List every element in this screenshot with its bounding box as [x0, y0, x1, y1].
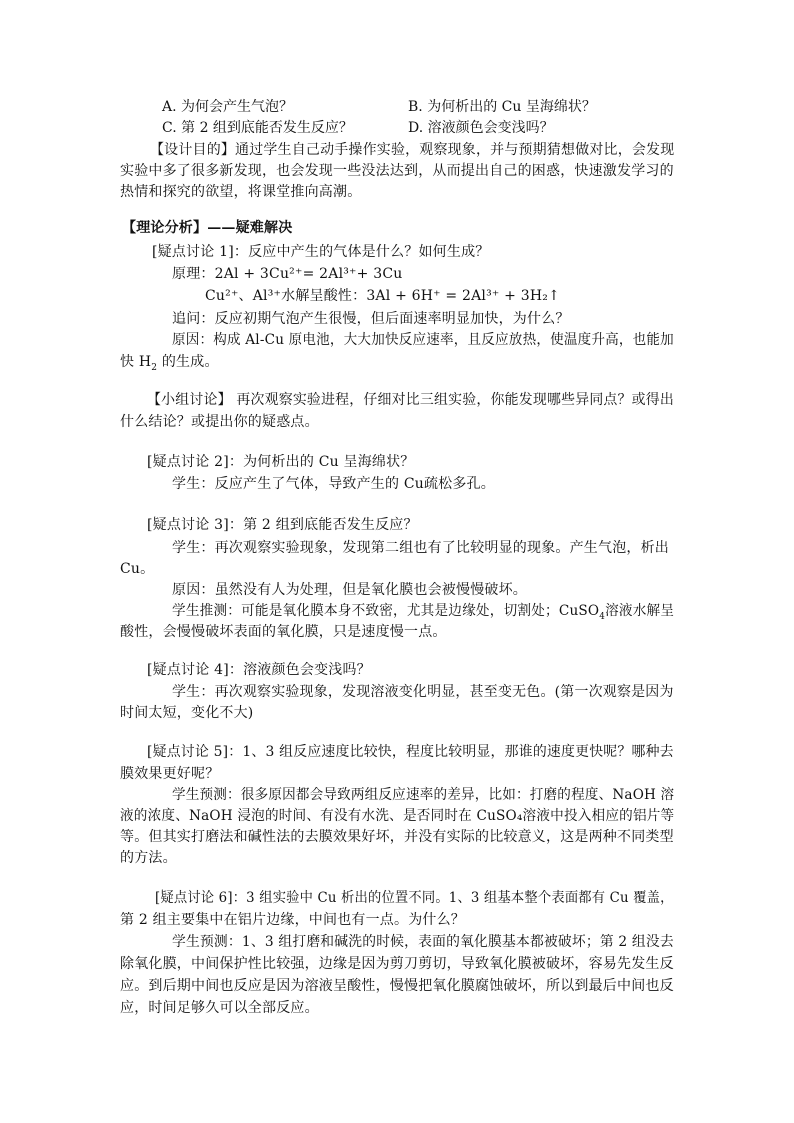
discussion-3-answer-line-1: 学生：再次观察实验现象，发现第二组也有了比较明显的现象。产生气泡，析出 — [172, 540, 669, 556]
design-purpose-line-2: 实验中多了很多新发现，也会发现一些没法达到，从而提出自己的困惑，快速激发学习的 — [120, 163, 674, 179]
equation-1: 2Al + 3Cu²⁺= 2Al³⁺+ 3Cu — [214, 266, 403, 282]
discussion-6-answer-line-2: 除氧化膜，中间保护性比较强，边缘是因为剪刀剪切，导致氧化膜被破坏，容易先发生反 — [120, 956, 674, 972]
discussion-3-guess-line-2: 酸性，会慢慢破坏表面的氧化膜，只是速度慢一点。 — [120, 624, 447, 640]
discussion-6-question-line-2: 第 2 组主要集中在铝片边缘，中间也有一点。为什么？ — [120, 912, 466, 928]
reason-line-1: 原因：构成 Al-Cu 原电池，大大加快反应速率，且反应放热，使温度升高，也能加 — [172, 332, 674, 348]
design-purpose-line-3: 热情和探究的欲望，将课堂推向高潮。 — [120, 184, 362, 200]
discussion-4-question: [疑点讨论 4]：溶液颜色会变浅吗？ — [147, 662, 371, 678]
discussion-5-answer-line-2: 液的浓度、NaOH 浸泡的时间、有没有水洗、是否同时在 CuSO₄溶液中投入相应的铝片等 — [120, 808, 675, 824]
discussion-1-question: [疑点讨论 1]：反应中产生的气体是什么？如何生成？ — [152, 244, 490, 260]
hydrolysis-line — [205, 286, 560, 306]
group-discussion-line-2: 什么结论？或提出你的疑惑点。 — [120, 414, 319, 430]
option-d: D. 溶液颜色会变浅吗？ — [408, 120, 554, 136]
theory-heading: 【理论分析】——疑难解决 — [122, 220, 293, 236]
discussion-5-answer-line-1: 学生预测：很多原因都会导致两组反应速率的差异，比如：打磨的程度、NaOH 溶 — [172, 787, 675, 803]
option-b: B. 为何析出的 Cu 呈海绵状？ — [408, 99, 596, 115]
principle-label: 原理： — [172, 266, 215, 282]
discussion-3-guess-line-1 — [172, 601, 674, 621]
follow-up-question: 追问：反应初期气泡产生很慢，但后面速率明显加快，为什么？ — [172, 311, 570, 327]
design-purpose-line-1: 【设计目的】通过学生自己动手操作实验，观察现象，并与预期猜想做对比，会发现 — [150, 142, 675, 158]
discussion-6-answer-line-4: 应，时间足够久可以全部反应。 — [120, 1000, 319, 1016]
discussion-2-question: [疑点讨论 2]：为何析出的 Cu 呈海绵状？ — [147, 454, 415, 470]
so4-subscript: 4 — [599, 611, 606, 622]
discussion-5-answer-line-4: 的方法。 — [120, 850, 177, 866]
option-c: C. 第 2 组到底能否发生反应？ — [162, 120, 353, 136]
discussion-4-answer-line-1: 学生：再次观察实验现象，发现溶液变化明显，甚至变无色。(第一次观察是因为 — [172, 684, 674, 700]
discussion-5-answer-line-3: 等。但其实打磨法和碱性法的去膜效果好坏，并没有实际的比较意义，这是两种不同类型 — [120, 829, 674, 845]
discussion-3-reason: 原因：虽然没有人为处理，但是氧化膜也会被慢慢破坏。 — [172, 582, 527, 598]
reason-line-2-start: 快 H — [120, 354, 152, 370]
equation-2: 3Al + 6H⁺ = 2Al³⁺ + 3H₂↑ — [366, 288, 560, 304]
discussion-5-question-line-2: 膜效果更好呢？ — [120, 766, 220, 782]
discussion-2-answer: 学生：反应产生了气体，导致产生的 Cu疏松多孔。 — [172, 476, 495, 492]
option-a: A. 为何会产生气泡？ — [162, 99, 294, 115]
reason-line-2 — [120, 352, 219, 372]
discussion-6-question-line-1: [疑点讨论 6]：3 组实验中 Cu 析出的位置不同。1、3 组基本整个表面都有 Cu 覆盖， — [155, 890, 674, 906]
discussion-5-question-line-1: [疑点讨论 5]：1、3 组反应速度比较快，程度比较明显，那谁的速度更快呢？哪种去 — [147, 744, 674, 760]
h2-subscript: 2 — [151, 362, 158, 373]
hydrolysis-label: Cu²⁺、Al³⁺水解呈酸性： — [205, 288, 367, 304]
discussion-6-answer-line-1: 学生预测：1、3 组打磨和碱洗的时候，表面的氧化膜基本都被破坏；第 2 组没去 — [172, 934, 674, 950]
discussion-3-question: [疑点讨论 3]：第 2 组到底能否发生反应？ — [147, 517, 418, 533]
guess-line-1-start: 学生推测：可能是氧化膜本身不致密，尤其是边缘处，切割处；CuSO — [172, 603, 600, 619]
reason-line-2-end: 的生成。 — [157, 354, 219, 370]
discussion-3-answer-line-2: Cu。 — [120, 561, 155, 577]
discussion-4-answer-line-2: 时间太短，变化不大) — [120, 705, 254, 721]
discussion-6-answer-line-3: 应。到后期中间也反应是因为溶液呈酸性，慢慢把氧化膜腐蚀破坏，所以到最后中间也反 — [120, 978, 674, 994]
guess-line-1-end: 溶液水解呈 — [605, 603, 675, 619]
group-discussion-line-1: 【小组讨论】 再次观察实验进程，仔细对比三组实验，你能发现哪些异同点？或得出 — [147, 392, 675, 408]
principle-line — [172, 264, 402, 284]
